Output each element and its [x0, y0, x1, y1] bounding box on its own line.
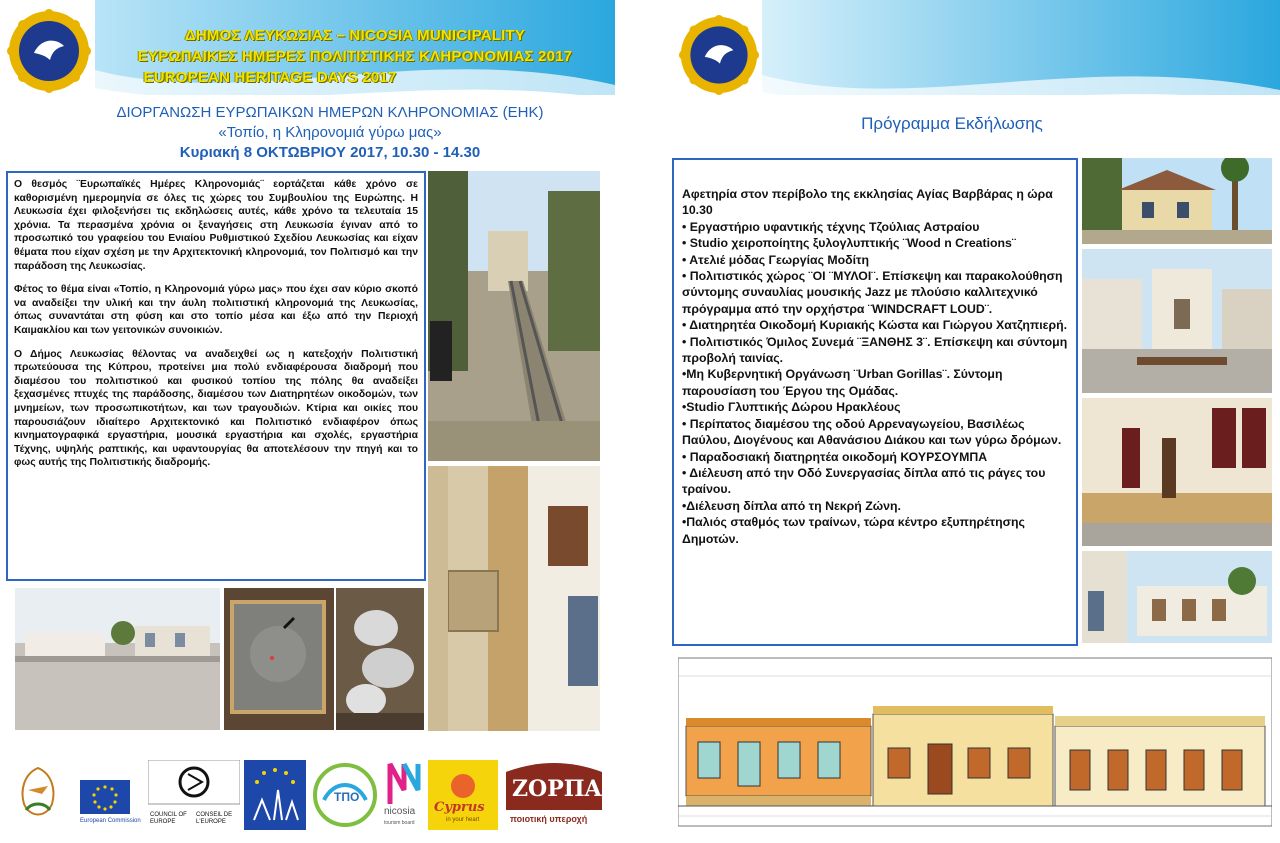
program-list-item: • Περίπατος διαμέσου της οδού Αρρεναγωγείου, Βασιλέως Παύλου, Διογένους και Αθανάσιου Διάκου και των γύρω δρόμων. [682, 416, 1062, 448]
european-heritage-days-logo [244, 760, 306, 830]
european-commission-logo [66, 760, 144, 830]
cyprus-tourism-logo [428, 760, 498, 830]
right-brochure-page [652, 0, 1280, 843]
nicosia-logo-text: nicosia [384, 806, 416, 817]
cyprus-logo-text: Cyprus [434, 800, 485, 815]
intro-paragraph-2: Φέτος το θέμα είναι «Τοπίο, η Κληρονομιά γύρω μας» που έχει σαν κύριο σκοπό να αναδείξει την υλική και την άυλη πολιτιστική κληρονομιά της Λευκωσίας, όπως συναντάται στη φύση και στο τοπίο μέσα και έξω από την Περιοχή Καιμακλίου και των γειτονικών συνοικιών. [14, 284, 418, 336]
program-list-item: • Πολιτιστικός χώρος ¨ΟΙ ¨ΜΥΛΟΙ¨. Επίσκεψη και παρακολούθηση σύντομης συναυλίας μουσικής Jazz με πλούσιο καλλιτεχνικό πρόγραμμα από την ορχήστρα ¨WINDCRAFT LOUD¨. [682, 269, 1063, 316]
program-title: Πρόγραμμα Εκδήλωσης [861, 114, 1043, 133]
cyprus-republic-logo [12, 760, 64, 830]
intro-paragraph-3: Ο Δήμος Λευκωσίας θέλοντας να αναδειχθεί ως η κατεξοχήν Πολιτιστική πρωτεύουσα της Κύπρου, προτείνει μια πολύ ενδιαφέρουσα διαδρομή που διαμέσου του πολιτιστικού και φυσικού τοπίου της πόλης θα αναδείξει ξεχασμένες πτυχές της παράδοσης, διαμέσου των Διατηρητέων οικοδομών, των μνημείων, των προσωπικοτήτων, και των τραγουδιών. Κτίρια και οικίες που παρουσιάζουν ιδιαίτερο Αρχιτεκτονικό και Πολιτιστικό ενδιαφέρον όπως κινηματογραφικά εργαστήρια, μουσικά εργαστήρια και σχολές, εργαστήρια Τέχνης, υψηλής ραπτικής, και υφαντουργίας θα αποτελέσουν την πηγή και το φως αυτής της Πολιτιστικής διαδρομής. [14, 348, 418, 469]
cyprus-logo-subtext: in your heart [446, 817, 480, 823]
program-list-item: • Διατηρητέα Οικοδομή Κυριακής Κώστα και Γιώργου Χατζηπιερή. [682, 318, 1068, 333]
eu-caption: European Commission [80, 818, 141, 824]
program-list-item: • Πολιτιστικός Όμιλος Συνεμά ¨ΞΑΝΘΗΣ 3¨. Επίσκεψη και σύντομη προβολή ταινίας. [682, 334, 1068, 366]
tpo-text: ΤΠΟ [334, 790, 360, 804]
header-english-days-line: EUROPEAN HERITAGE DAYS 2017 [143, 69, 397, 86]
program-list-item: • Παραδοσιακή διατηρητέα οικοδομή ΚΟΥΡΣΟΥΜΠΑ [682, 449, 988, 464]
council-of-europe-logo [148, 760, 240, 830]
stone-wall-photo [428, 466, 600, 731]
event-date-title: Κυριακή 8 ΟΚΤΩΒΡΙΟΥ 2017, 10.30 - 14.30 [179, 144, 481, 161]
sculpture-photo [336, 588, 424, 730]
workshop-plate-photo [224, 588, 334, 730]
zorpas-logo [502, 760, 618, 830]
intro-paragraph-1: Ο θεσμός ¨Ευρωπαϊκές Ημέρες Κληρονομιάς¨ εορτάζεται κάθε χρόνο σε καθορισμένη ημερομηνία σε όλες τις χώρες του Συμβουλίου της Ευρώπης. Η Λευκωσία έχει φιλοξενήσει τις εκδηλώσεις αυτές, κάθε χρόνο τα τελευταία 15 χρόνια. Τα περασμένα χρόνια οι ξεναγήσεις στη Λευκωσία έγιναν από το προσωπικό του γραφείου του Ενιαίου Ρυθμιστικού Σχεδίου Λευκωσίας και είχαν θέματα που είχαν σχέση με την Αρχιτεκτονική κληρονομιά, τον Πολιτισμό και την παράδοση της Λευκωσίας. [14, 179, 418, 272]
header-greek-days-line: ΕΥΡΩΠΑΙΚΕΣ ΗΜΕΡΕΣ ΠΟΛΙΤΙΣΤΙΚΗΣ ΚΛΗΡΟΝΟΜΙΑΣ 2017 [137, 48, 573, 65]
program-list-item: •Μη Κυβερνητική Οργάνωση ¨Urban Gorillas¨. Σύντομη παρουσίαση του Έργου της Ομάδας. [682, 367, 1003, 398]
street-houses-photo [15, 588, 220, 730]
square-with-bench-photo [1082, 249, 1272, 393]
house-with-palm-photo [1082, 158, 1272, 244]
zorpas-logo-subtext: ποιοτική υπεροχή [510, 814, 588, 824]
zorpas-logo-text: ΖΟΡΠΑΣ [512, 776, 618, 802]
program-list-item: • Διέλευση από την Οδό Συνεργασίας δίπλα από τις ράγες του τραίνου. [682, 465, 1046, 497]
program-list-item: •Διέλευση δίπλα από τη Νεκρή Ζώνη. [682, 498, 901, 513]
program-list [682, 186, 1068, 547]
nicosia-tourism-office-logo [310, 760, 380, 830]
program-list-box [672, 158, 1078, 646]
left-brochure-page [0, 0, 628, 843]
coe-caption-fr: CONSEIL DE L'EUROPE [196, 812, 233, 825]
program-list-item: • Studio χειροποίητης ξυλογλυπτικής ¨Wood n Creations¨ [682, 236, 1016, 251]
event-theme-title: «Τοπίο, η Κληρονομιά γύρω μας» [218, 124, 442, 141]
header-municipality-line: ΔΗΜΟΣ ΛΕΥΚΩΣΙΑΣ – NICOSIA MUNICIPALITY [184, 27, 526, 44]
program-list-item: •Παλιός σταθμός των τραίνων, τώρα κέντρο εξυπηρέτησης Δημοτών. [682, 515, 1025, 546]
program-list-item: • Ατελιέ μόδας Γεωργίας Μοδίτη [682, 252, 870, 267]
intro-text-box [6, 171, 426, 581]
program-list-item: • Εργαστήριο υφαντικής τέχνης Τζούλιας Αστραίου [682, 219, 980, 234]
program-list-item: •Studio Γλυπτικής Δώρου Ηρακλέους [682, 400, 901, 415]
colonial-building-photo [1082, 398, 1272, 546]
nicosia-tourism-board-logo [384, 760, 424, 830]
nicosia-municipality-logo-right [678, 14, 760, 96]
railway-tracks-photo [428, 171, 600, 461]
nicosia-logo-subtext: tourism board [384, 820, 415, 826]
old-station-photo [1082, 551, 1272, 643]
coe-caption-en: COUNCIL OF EUROPE [150, 812, 187, 825]
program-list-item: Αφετηρία στον περίβολο της εκκλησίας Αγίας Βαρβάρας η ώρα 10.30 [682, 187, 1053, 218]
event-organization-title: ΔΙΟΡΓΑΝΩΣΗ ΕΥΡΩΠΑΙΚΩΝ ΗΜΕΡΩΝ ΚΛΗΡΟΝΟΜΙΑΣ (ΕΗΚ) [116, 104, 544, 121]
building-elevation-drawing [678, 656, 1272, 828]
